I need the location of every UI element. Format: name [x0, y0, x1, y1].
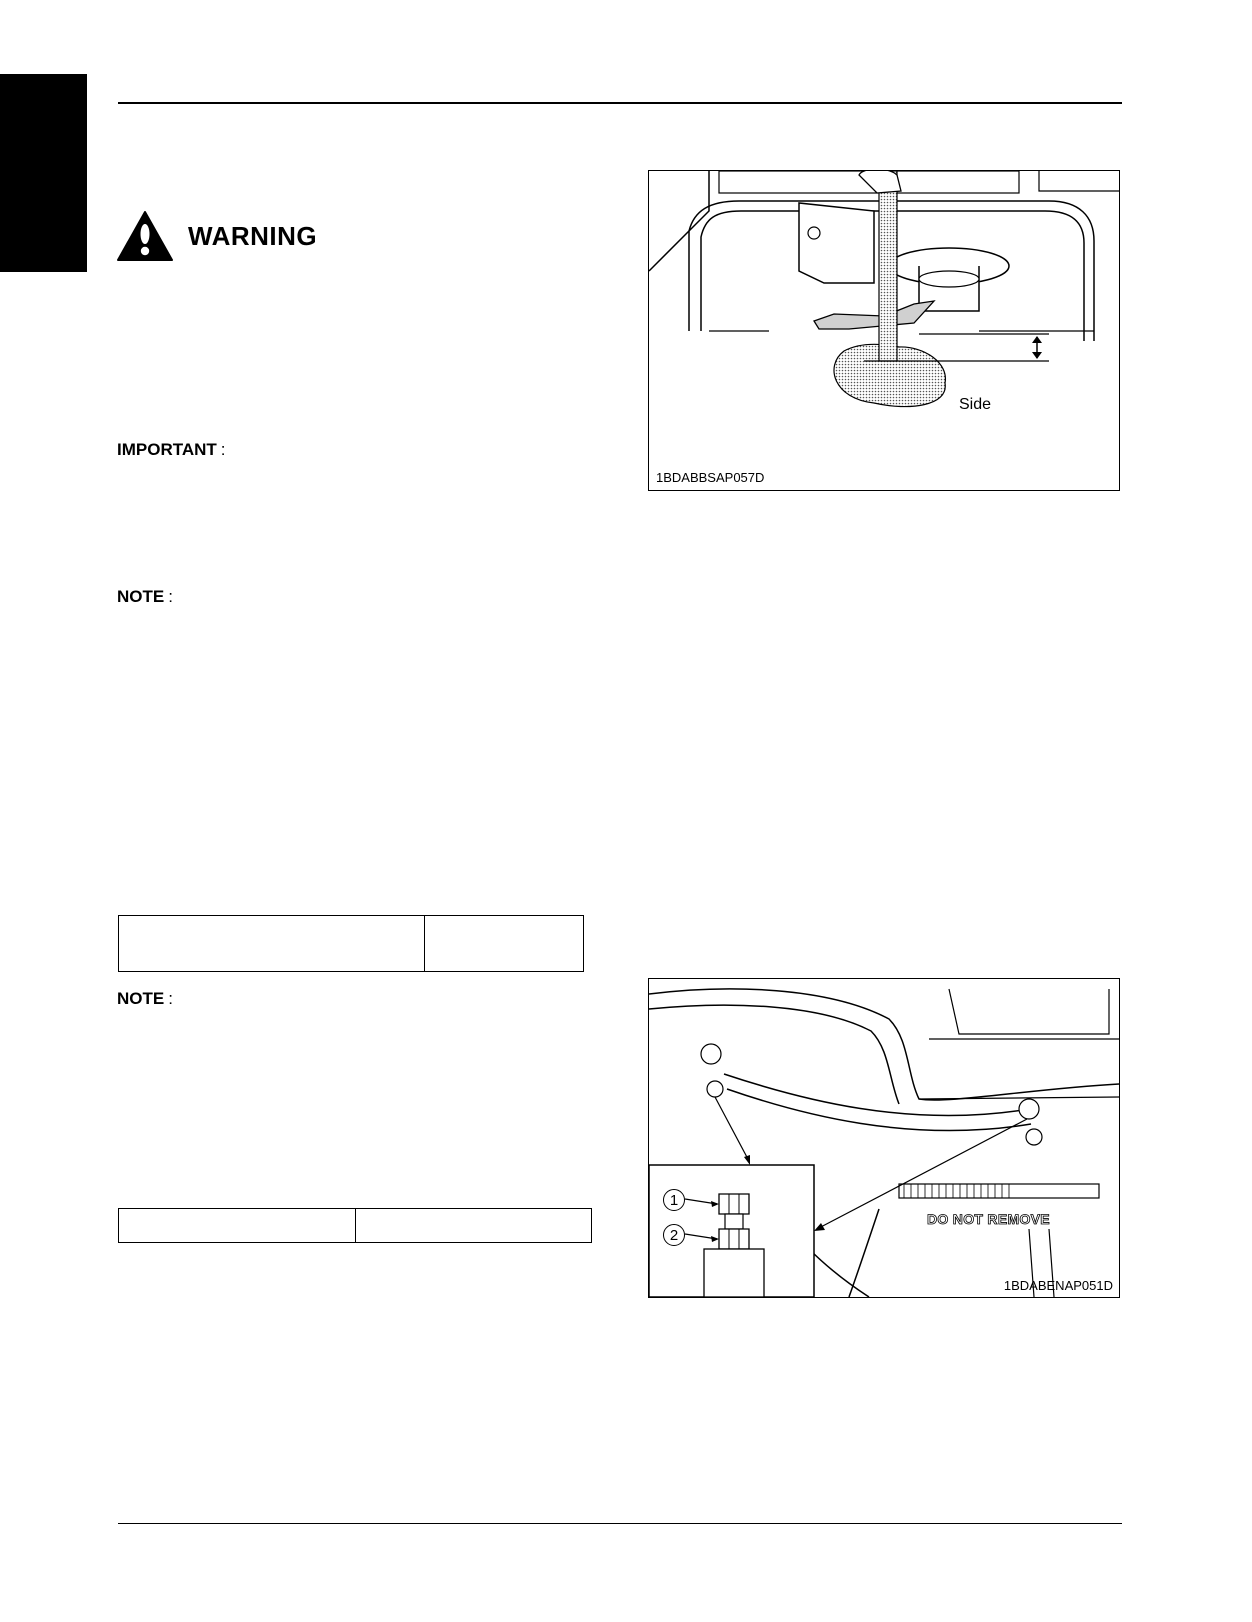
spec-table: [118, 1208, 592, 1243]
note-label-colon: :: [168, 587, 173, 606]
note-label-text: NOTE: [117, 587, 165, 606]
table-cell: [119, 916, 425, 972]
figure-blade-height-illustration: [649, 171, 1119, 490]
warning-banner: [116, 210, 317, 262]
figure-side-label: Side: [959, 396, 992, 413]
figure-blade-height: [648, 170, 1120, 491]
footer-rule: [118, 1523, 1122, 1524]
decal-text: DO NOT REMOVE: [927, 1211, 1050, 1227]
note-label-colon: :: [168, 989, 173, 1008]
figure-code: 1BDABBSAP057D: [656, 470, 765, 485]
note-label: [117, 587, 173, 607]
spec-table: [118, 915, 584, 972]
section-side-tab: [0, 74, 87, 272]
important-label-text: IMPORTANT: [117, 440, 217, 459]
callout-1: 1: [663, 1189, 685, 1211]
note-label: [117, 989, 173, 1009]
warning-title: WARNING: [188, 220, 318, 251]
warning-triangle-icon: [116, 210, 174, 262]
figure-belt-guide-bolts: [648, 978, 1120, 1298]
table-cell: [119, 1209, 356, 1243]
table-row: [119, 916, 584, 972]
important-label-colon: :: [220, 440, 226, 459]
important-label: [117, 440, 226, 460]
callout-2: 2: [663, 1224, 685, 1246]
figure-code: 1BDABENAP051D: [1003, 1278, 1113, 1293]
figure-belt-guide-illustration: [649, 979, 1119, 1297]
table-cell: [356, 1209, 592, 1243]
header-rule: [118, 102, 1122, 104]
note-label-text: NOTE: [117, 989, 165, 1008]
table-row: [119, 1209, 592, 1243]
table-cell: [425, 916, 584, 972]
